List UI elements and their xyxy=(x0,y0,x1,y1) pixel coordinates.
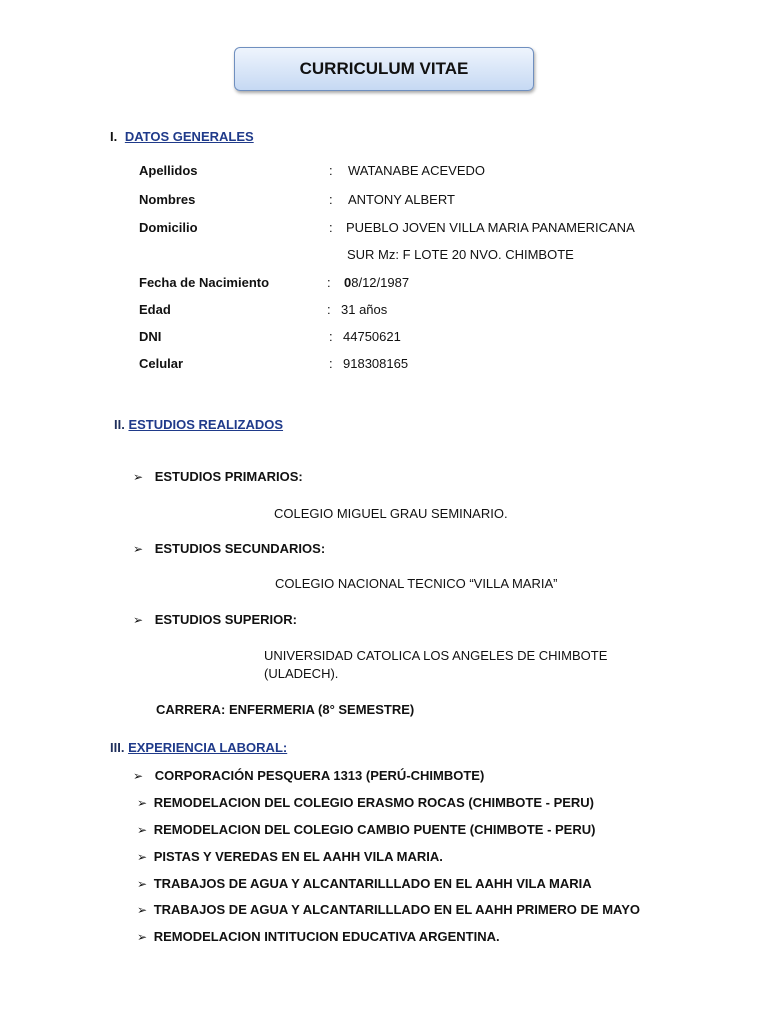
value-fecha-first-digit: 0 xyxy=(344,275,352,290)
label-fecha-nacimiento: Fecha de Nacimiento xyxy=(139,275,270,290)
value-apellidos: WATANABE ACEVEDO xyxy=(348,163,486,178)
study-school-secondary: COLEGIO NACIONAL TECNICO “VILLA MARIA” xyxy=(275,576,558,591)
value-domicilio-line1: PUEBLO JOVEN VILLA MARIA PANAMERICANA xyxy=(346,220,635,235)
value-dni: 44750621 xyxy=(343,329,401,344)
bullet-arrow-icon: ➢ xyxy=(137,877,148,891)
value-celular: 918308165 xyxy=(343,356,409,371)
study-school-superior-line1: UNIVERSIDAD CATOLICA LOS ANGELES DE CHIMBOTE xyxy=(264,648,608,663)
bullet-arrow-icon: ➢ xyxy=(137,796,148,810)
experience-text: PISTAS Y VEREDAS EN EL AAHH VILA MARIA. xyxy=(153,849,443,864)
colon: : xyxy=(329,220,333,235)
section-title: ESTUDIOS REALIZADOS xyxy=(128,417,284,432)
cv-title: CURRICULUM VITAE xyxy=(299,59,469,78)
list-item-experience xyxy=(137,902,640,917)
list-item-experience xyxy=(137,795,594,810)
colon: : xyxy=(327,275,331,290)
colon: : xyxy=(327,302,331,317)
list-item-estudios-superior xyxy=(133,612,297,627)
cv-title-box xyxy=(234,47,534,91)
label-celular: Celular xyxy=(139,356,184,371)
value-fecha-nacimiento xyxy=(344,275,409,290)
list-item-experience xyxy=(137,876,592,891)
value-edad: 31 años xyxy=(341,302,388,317)
experience-text: REMODELACION DEL COLEGIO CAMBIO PUENTE (CHIMBOTE - PERU) xyxy=(153,822,596,837)
colon: : xyxy=(329,356,333,371)
value-nombres: ANTONY ALBERT xyxy=(348,192,455,207)
section-title: EXPERIENCIA LABORAL: xyxy=(128,740,288,755)
bullet-arrow-icon: ➢ xyxy=(133,470,144,484)
bullet-arrow-icon: ➢ xyxy=(137,823,148,837)
colon: : xyxy=(329,163,333,178)
section-experiencia-heading xyxy=(110,740,287,755)
colon: : xyxy=(329,329,333,344)
colon: : xyxy=(329,192,333,207)
experience-text: REMODELACION DEL COLEGIO ERASMO ROCAS (CHIMBOTE - PERU) xyxy=(153,795,595,810)
study-school-primary: COLEGIO MIGUEL GRAU SEMINARIO. xyxy=(274,506,508,521)
list-item-experience xyxy=(137,822,595,837)
section-number: III. xyxy=(110,740,125,755)
label-edad: Edad xyxy=(139,302,171,317)
bullet-arrow-icon: ➢ xyxy=(137,930,148,944)
bullet-arrow-icon: ➢ xyxy=(133,542,144,556)
experience-text: TRABAJOS DE AGUA Y ALCANTARILLLADO EN EL AAHH PRIMERO DE MAYO xyxy=(153,902,641,917)
study-label: ESTUDIOS PRIMARIOS: xyxy=(154,469,303,484)
section-estudios-heading xyxy=(114,417,283,432)
bullet-arrow-icon: ➢ xyxy=(137,850,148,864)
list-item-estudios-secundarios xyxy=(133,541,325,556)
label-apellidos: Apellidos xyxy=(139,163,198,178)
list-item-estudios-primarios xyxy=(133,469,303,484)
label-dni: DNI xyxy=(139,329,162,344)
study-label: ESTUDIOS SUPERIOR: xyxy=(154,612,297,627)
experience-text: CORPORACIÓN PESQUERA 1313 (PERÚ-CHIMBOTE) xyxy=(154,768,485,783)
label-nombres: Nombres xyxy=(139,192,196,207)
value-fecha-rest: 8/12/1987 xyxy=(351,275,410,290)
experience-text: TRABAJOS DE AGUA Y ALCANTARILLLADO EN EL AAHH VILA MARIA xyxy=(153,876,592,891)
study-school-superior-line2: (ULADECH). xyxy=(264,666,339,681)
career-line: CARRERA: ENFERMERIA (8° SEMESTRE) xyxy=(156,702,415,717)
list-item-experience xyxy=(133,768,484,783)
label-domicilio: Domicilio xyxy=(139,220,198,235)
section-number: I. xyxy=(110,129,118,144)
study-label: ESTUDIOS SECUNDARIOS: xyxy=(154,541,326,556)
section-number: II. xyxy=(114,417,125,432)
bullet-arrow-icon: ➢ xyxy=(133,613,144,627)
list-item-experience xyxy=(137,849,443,864)
section-datos-generales-heading xyxy=(110,129,254,144)
section-title: DATOS GENERALES xyxy=(124,129,254,144)
bullet-arrow-icon: ➢ xyxy=(133,769,144,783)
experience-text: REMODELACION INTITUCION EDUCATIVA ARGENTINA. xyxy=(153,929,500,944)
bullet-arrow-icon: ➢ xyxy=(137,903,148,917)
value-domicilio-line2: SUR Mz: F LOTE 20 NVO. CHIMBOTE xyxy=(347,247,574,262)
list-item-experience xyxy=(137,929,500,944)
